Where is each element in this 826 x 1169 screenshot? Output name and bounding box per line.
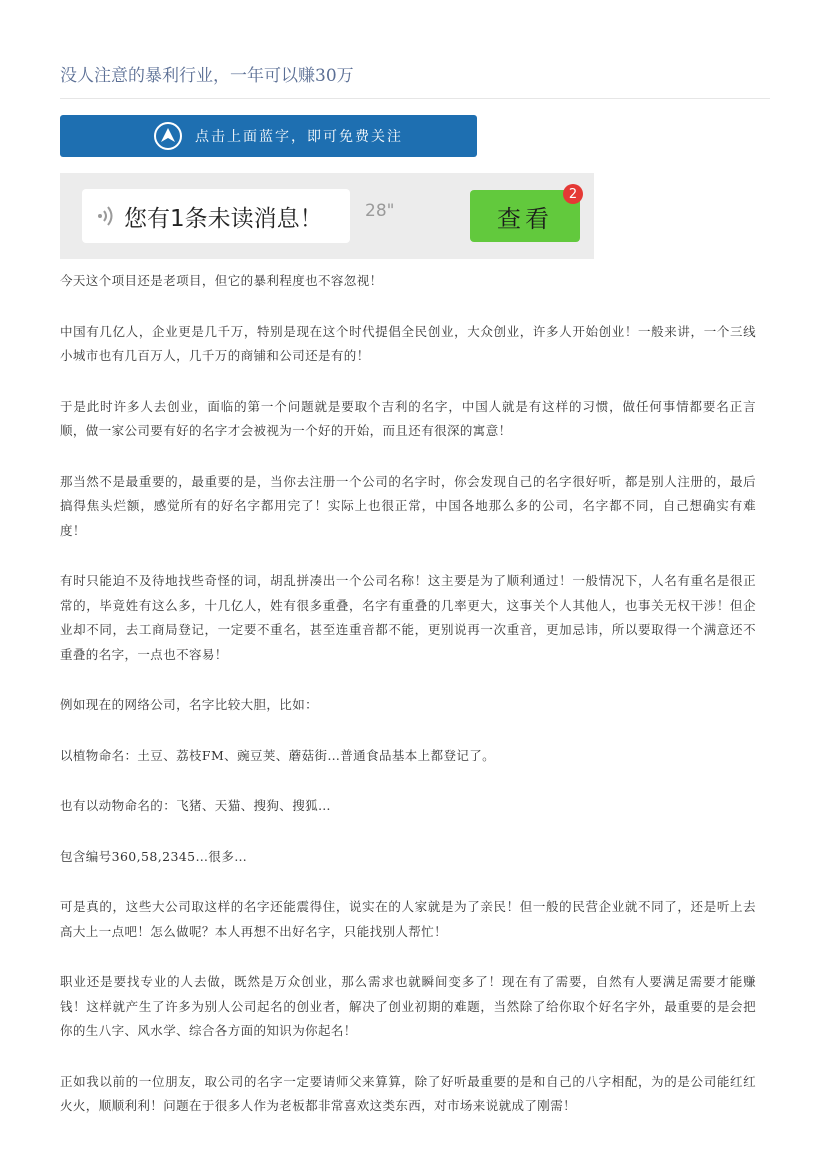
title-divider (60, 98, 770, 99)
paragraph: 那当然不是最重要的，最重要的是，当你去注册一个公司的名字时，你会发现自己的名字很好听，都是别人注册的，最后搞得焦头烂额，感觉所有的好名字都用完了！实际上也很正常，中国各地那么多的公司，名字都不同，自己想确实有难度！ (60, 473, 756, 538)
article-body (60, 269, 756, 1119)
paragraph: 职业还是要找专业的人去做，既然是万众创业，那么需求也就瞬间变多了！现在有了需要，自然有人要满足需要才能赚钱！这样就产生了许多为别人公司起名的创业者，解决了创业初期的难题，当然除了给你取个好名字外，最重要的是会把你的生八字、风水学、综合各方面的知识为你起名！ (60, 974, 756, 1038)
follow-banner-text: 点击上面蓝字，即可免费关注 (195, 129, 403, 145)
paragraph: 于是此时许多人去创业，面临的第一个问题就是要取个吉利的名字，中国人就是有这样的习惯，做任何事情都要名正言顺，做一家公司要有好的名字才会被视为一个好的开始，而且还有很深的寓意！ (60, 398, 756, 438)
voice-message-text: 您有1条未读消息！ (124, 205, 323, 232)
paragraph: 包含编号360,58,2345…很多… (60, 848, 248, 864)
view-button[interactable]: 查看 (470, 190, 580, 242)
article (60, 0, 770, 1145)
voice-message-card[interactable] (60, 173, 594, 259)
voice-message-duration: 28" (365, 201, 395, 221)
paragraph: 正如我以前的一位朋友，取公司的名字一定要请师父来算算，除了好听最重要的是和自己的八字相配，为的是公司能红红火火，顺顺利利！问题在于很多人作为老板都非常喜欢这类东西，对市场来说就成了刚需！ (60, 1073, 756, 1113)
unread-count-badge: 2 (563, 184, 583, 204)
paragraph: 中国有几亿人，企业更是几千万，特别是现在这个时代提倡全民创业，大众创业，许多人开始创业！一般来讲，一个三线小城市也有几百万人，几千万的商铺和公司还是有的！ (60, 323, 756, 363)
sound-wave-icon (96, 204, 116, 228)
paragraph: 可是真的，这些大公司取这样的名字还能震得住，说实在的人家就是为了亲民！但一般的民营企业就不同了，还是听上去高大上一点吧！怎么做呢？本人再想不出好名字，只能找别人帮忙！ (60, 899, 756, 939)
voice-message-bubble[interactable] (82, 189, 350, 243)
paragraph: 有时只能迫不及待地找些奇怪的词，胡乱拼凑出一个公司名称！这主要是为了顺利通过！一般情况下，人名有重名是很正常的，毕竟姓有这么多，十几亿人，姓有很多重叠，名字有重叠的几率更大，这事关个人其他人，也事关无权干涉！但企业却不同，去工商局登记，一定要不重名，甚至连重音都不能，更别说再一次重音，更加忌讳，所以要取得一个满意还不重叠的名字，一点也不容易！ (60, 573, 756, 662)
up-arrow-circle-icon (153, 121, 183, 151)
paragraph: 今天这个项目还是老项目，但它的暴利程度也不容忽视！ (60, 273, 383, 288)
paragraph: 以植物命名：土豆、荔枝FM、豌豆荚、蘑菇街…普通食品基本上都登记了。 (60, 747, 496, 763)
follow-banner[interactable] (60, 115, 477, 157)
article-title: 没人注意的暴利行业，一年可以赚30万 (60, 66, 354, 86)
paragraph: 也有以动物命名的：飞猪、天猫、搜狗、搜狐… (60, 798, 331, 813)
paragraph: 例如现在的网络公司，名字比较大胆，比如： (60, 697, 319, 712)
